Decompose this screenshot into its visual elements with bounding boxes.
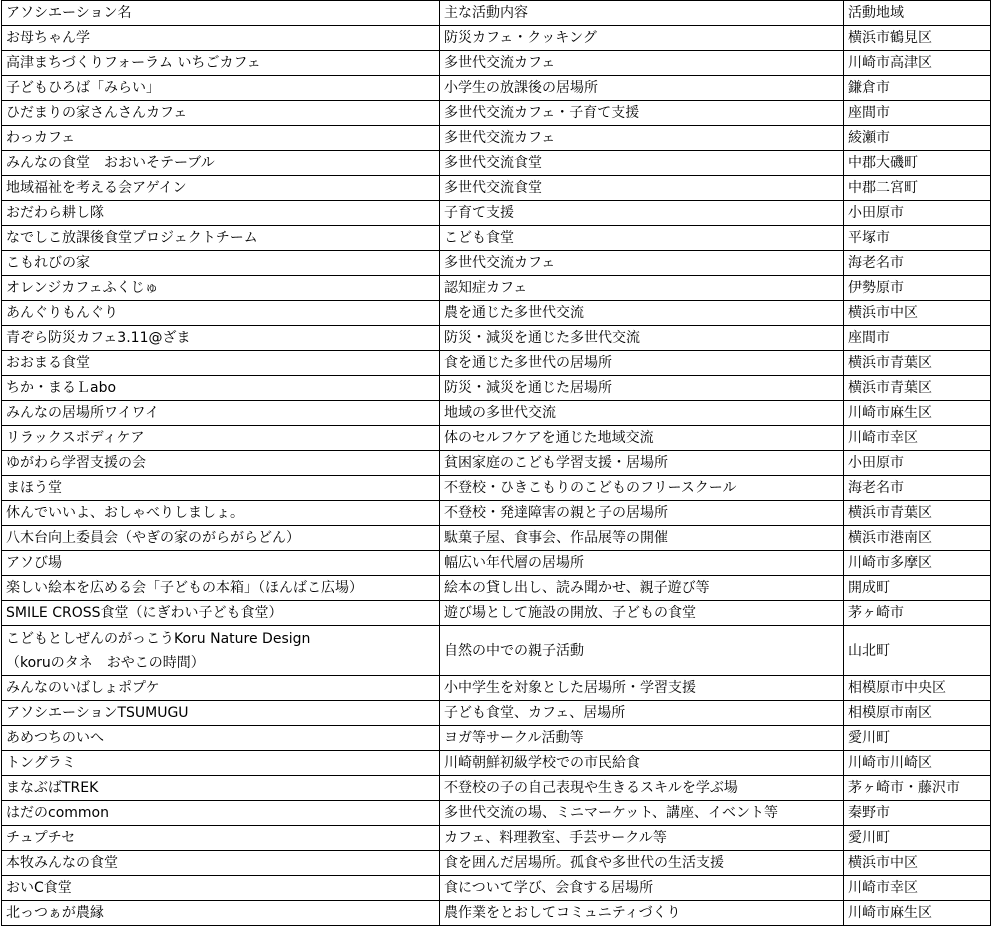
association-name: 楽しい絵本を広める会「子どもの本箱」（ほんばこ広場）: [6, 580, 363, 596]
table-row: [2, 401, 991, 426]
main-activity-cell: 自然の中での親子活動: [440, 626, 844, 676]
table-row: [2, 51, 991, 76]
main-activity-cell: 不登校・ひきこもりのこどものフリースクール: [440, 476, 844, 501]
association-name-cell: [2, 526, 440, 551]
activity-area-cell: 小田原市: [844, 201, 991, 226]
main-activity-cell: 農を通じた多世代交流: [440, 301, 844, 326]
main-activity-cell: 多世代交流カフェ・子育て支援: [440, 101, 844, 126]
activity-area-cell: 海老名市: [844, 476, 991, 501]
main-activity-cell: 小学生の放課後の居場所: [440, 76, 844, 101]
association-name-cell: [2, 501, 440, 526]
association-name-cell: [2, 426, 440, 451]
main-activity-cell: 多世代交流食堂: [440, 151, 844, 176]
activity-area-cell: 横浜市鶴見区: [844, 26, 991, 51]
table-row: [2, 551, 991, 576]
main-activity-cell: 不登校・発達障害の親と子の居場所: [440, 501, 844, 526]
association-name: アソび場: [6, 555, 62, 571]
association-name: リラックスボディケア: [6, 430, 145, 446]
main-activity-cell: 多世代交流カフェ: [440, 51, 844, 76]
association-name-cell: [2, 301, 440, 326]
table-row: [2, 376, 991, 401]
association-name: オレンジカフェふくじゅ: [6, 280, 159, 296]
table-row: [2, 76, 991, 101]
table-row: [2, 351, 991, 376]
main-activity-cell: 食を囲んだ居場所。孤食や多世代の生活支援: [440, 851, 844, 876]
main-activity-cell: 子ども食堂、カフェ、居場所: [440, 701, 844, 726]
table-row: [2, 101, 991, 126]
association-name: 休んでいいよ、おしゃべりしましょ。: [6, 505, 244, 521]
association-name-cell: [2, 626, 440, 676]
header-main-activity: 主な活動内容: [440, 1, 844, 26]
table-row: [2, 326, 991, 351]
table-body: [2, 26, 991, 926]
main-activity-cell: 防災・減災を通じた多世代交流: [440, 326, 844, 351]
table-row: [2, 851, 991, 876]
association-name-cell: [2, 351, 440, 376]
association-name: 本牧みんなの食堂: [6, 855, 118, 871]
activity-area-cell: 海老名市: [844, 251, 991, 276]
main-activity-cell: 幅広い年代層の居場所: [440, 551, 844, 576]
table-row: [2, 701, 991, 726]
activity-area-cell: 鎌倉市: [844, 76, 991, 101]
header-activity-area: 活動地域: [844, 1, 991, 26]
association-name-cell: [2, 451, 440, 476]
main-activity-cell: 遊び場として施設の開放、子どもの食堂: [440, 601, 844, 626]
association-name: トングラミ: [6, 755, 76, 771]
association-name: ゆがわら学習支援の会: [6, 455, 146, 471]
main-activity-cell: こども食堂: [440, 226, 844, 251]
activity-area-cell: 座間市: [844, 101, 991, 126]
table-row: [2, 426, 991, 451]
table-row: [2, 526, 991, 551]
association-name-cell: [2, 751, 440, 776]
main-activity-cell: 絵本の貸し出し、読み聞かせ、親子遊び等: [440, 576, 844, 601]
main-activity-cell: 不登校の子の自己表現や生きるスキルを学ぶ場: [440, 776, 844, 801]
table-row: [2, 301, 991, 326]
association-name-cell: [2, 76, 440, 101]
association-name-cell: [2, 776, 440, 801]
association-name-cell: [2, 226, 440, 251]
table-row: [2, 251, 991, 276]
table-row: [2, 576, 991, 601]
association-name: はだのcommon: [6, 805, 109, 821]
association-name-cell: [2, 476, 440, 501]
header-association-name: アソシエーション名: [2, 1, 440, 26]
association-name-cell: [2, 701, 440, 726]
table-row: [2, 26, 991, 51]
main-activity-cell: 小中学生を対象とした居場所・学習支援: [440, 676, 844, 701]
association-name-cell: [2, 151, 440, 176]
activity-area-cell: 中郡大磯町: [844, 151, 991, 176]
activity-area-cell: 川崎市麻生区: [844, 401, 991, 426]
association-name: おおまる食堂: [6, 355, 90, 371]
table-row: [2, 626, 991, 676]
association-name-cell: [2, 551, 440, 576]
main-activity-cell: 農作業をとおしてコミュニティづくり: [440, 901, 844, 926]
main-activity-cell: 地域の多世代交流: [440, 401, 844, 426]
association-name-cell: [2, 176, 440, 201]
table-row: [2, 201, 991, 226]
table-row: [2, 226, 991, 251]
association-name: ちか・まるＬabo: [6, 380, 117, 396]
association-name: こもれびの家: [6, 255, 90, 271]
association-name: SMILE CROSS食堂（にぎわい子ども食堂）: [6, 605, 283, 621]
association-name-cell: [2, 801, 440, 826]
activity-area-cell: 川崎市幸区: [844, 876, 991, 901]
table-row: [2, 676, 991, 701]
association-name: 北っつぁが農縁: [6, 905, 104, 921]
association-name-cell: [2, 901, 440, 926]
activity-area-cell: 横浜市港南区: [844, 526, 991, 551]
association-name-cell: [2, 726, 440, 751]
table-row: [2, 876, 991, 901]
activity-area-cell: 小田原市: [844, 451, 991, 476]
association-name: チュプチセ: [6, 830, 76, 846]
main-activity-cell: 多世代交流カフェ: [440, 251, 844, 276]
association-name-cell: [2, 851, 440, 876]
activity-area-cell: 座間市: [844, 326, 991, 351]
table-row: [2, 276, 991, 301]
activity-area-cell: 山北町: [844, 626, 991, 676]
association-name: あめつちのいへ: [6, 730, 104, 746]
activity-area-cell: 横浜市中区: [844, 301, 991, 326]
main-activity-cell: 体のセルフケアを通じた地域交流: [440, 426, 844, 451]
association-name-cell: [2, 601, 440, 626]
association-name: 子どもひろば「みらい」: [6, 80, 160, 96]
association-name-cell: [2, 126, 440, 151]
association-name: こどもとしぜんのがっこうKoru Nature Design: [6, 630, 311, 647]
activity-area-cell: 横浜市青葉区: [844, 351, 991, 376]
association-name: みんなのいばしょポプケ: [6, 680, 160, 696]
main-activity-cell: 駄菓子屋、食事会、作品展等の開催: [440, 526, 844, 551]
activity-area-cell: 伊勢原市: [844, 276, 991, 301]
association-name: アソシエーションTSUMUGU: [6, 705, 189, 721]
association-name: わっカフェ: [6, 130, 76, 146]
table-row: [2, 726, 991, 751]
association-name-cell: [2, 51, 440, 76]
association-name: みんなの居場所ワイワイ: [6, 405, 160, 421]
activity-area-cell: 愛川町: [844, 826, 991, 851]
association-name-cell: [2, 101, 440, 126]
activity-area-cell: 川崎市麻生区: [844, 901, 991, 926]
activity-area-cell: 愛川町: [844, 726, 991, 751]
association-name: みんなの食堂 おおいそテーブル: [6, 155, 215, 171]
activity-area-cell: 茅ヶ崎市: [844, 601, 991, 626]
table-row: [2, 901, 991, 926]
association-name-cell: [2, 251, 440, 276]
activity-area-cell: 川崎市高津区: [844, 51, 991, 76]
association-table: [1, 0, 991, 926]
main-activity-cell: ヨガ等サークル活動等: [440, 726, 844, 751]
association-name-cell: [2, 401, 440, 426]
association-name-cell: [2, 276, 440, 301]
association-name: おいC食堂: [6, 880, 72, 896]
activity-area-cell: 平塚市: [844, 226, 991, 251]
association-name: 八木台向上委員会（やぎの家のがらがらどん）: [6, 530, 300, 546]
association-name: 青ぞら防災カフェ3.11@ざま: [6, 330, 191, 346]
main-activity-cell: 子育て支援: [440, 201, 844, 226]
table-row: [2, 151, 991, 176]
activity-area-cell: 横浜市中区: [844, 851, 991, 876]
association-name: なでしこ放課後食堂プロジェクトチーム: [6, 230, 258, 246]
table-row: [2, 451, 991, 476]
main-activity-cell: 食について学び、会食する居場所: [440, 876, 844, 901]
association-name-cell: [2, 826, 440, 851]
table-row: [2, 751, 991, 776]
activity-area-cell: 開成町: [844, 576, 991, 601]
main-activity-cell: カフェ、料理教室、手芸サークル等: [440, 826, 844, 851]
main-activity-cell: 多世代交流カフェ: [440, 126, 844, 151]
activity-area-cell: 秦野市: [844, 801, 991, 826]
table-row: [2, 176, 991, 201]
main-activity-cell: 多世代交流食堂: [440, 176, 844, 201]
table-row: [2, 601, 991, 626]
association-name-cell: [2, 376, 440, 401]
table-row: [2, 501, 991, 526]
association-name-cell: [2, 576, 440, 601]
association-name: 高津まちづくりフォーラム いちごカフェ: [6, 55, 261, 71]
association-name: まほう堂: [6, 480, 62, 496]
activity-area-cell: 相模原市中央区: [844, 676, 991, 701]
activity-area-cell: 中郡二宮町: [844, 176, 991, 201]
main-activity-cell: 認知症カフェ: [440, 276, 844, 301]
association-name: 地域福祉を考える会アゲイン: [6, 180, 187, 196]
activity-area-cell: 横浜市青葉区: [844, 501, 991, 526]
association-name-cell: [2, 676, 440, 701]
activity-area-cell: 相模原市南区: [844, 701, 991, 726]
activity-area-cell: 綾瀬市: [844, 126, 991, 151]
main-activity-cell: 食を通じた多世代の居場所: [440, 351, 844, 376]
main-activity-cell: 防災カフェ・クッキング: [440, 26, 844, 51]
association-name-cell: [2, 876, 440, 901]
main-activity-cell: 貧困家庭のこども学習支援・居場所: [440, 451, 844, 476]
activity-area-cell: 川崎市多摩区: [844, 551, 991, 576]
main-activity-cell: 川崎朝鮮初級学校での市民給食: [440, 751, 844, 776]
table-row: [2, 126, 991, 151]
table-row: [2, 776, 991, 801]
main-activity-cell: 多世代交流の場、ミニマーケット、講座、イベント等: [440, 801, 844, 826]
activity-area-cell: 川崎市幸区: [844, 426, 991, 451]
main-activity-cell: 防災・減災を通じた居場所: [440, 376, 844, 401]
table-header-row: [2, 1, 991, 26]
table-row: [2, 801, 991, 826]
association-name-cell: [2, 201, 440, 226]
activity-area-cell: 横浜市青葉区: [844, 376, 991, 401]
association-name: お母ちゃん学: [6, 30, 90, 46]
table-row: [2, 476, 991, 501]
association-name-cell: [2, 326, 440, 351]
association-name: （koruのタネ おやこの時間）: [6, 654, 205, 671]
association-name: あんぐりもんぐり: [6, 305, 118, 321]
activity-area-cell: 川崎市川崎区: [844, 751, 991, 776]
activity-area-cell: 茅ヶ崎市・藤沢市: [844, 776, 991, 801]
table-row: [2, 826, 991, 851]
association-name: おだわら耕し隊: [6, 205, 104, 221]
association-name: まなぶばTREK: [6, 780, 99, 796]
association-name: ひだまりの家さんさんカフェ: [6, 105, 188, 121]
association-name-cell: [2, 26, 440, 51]
